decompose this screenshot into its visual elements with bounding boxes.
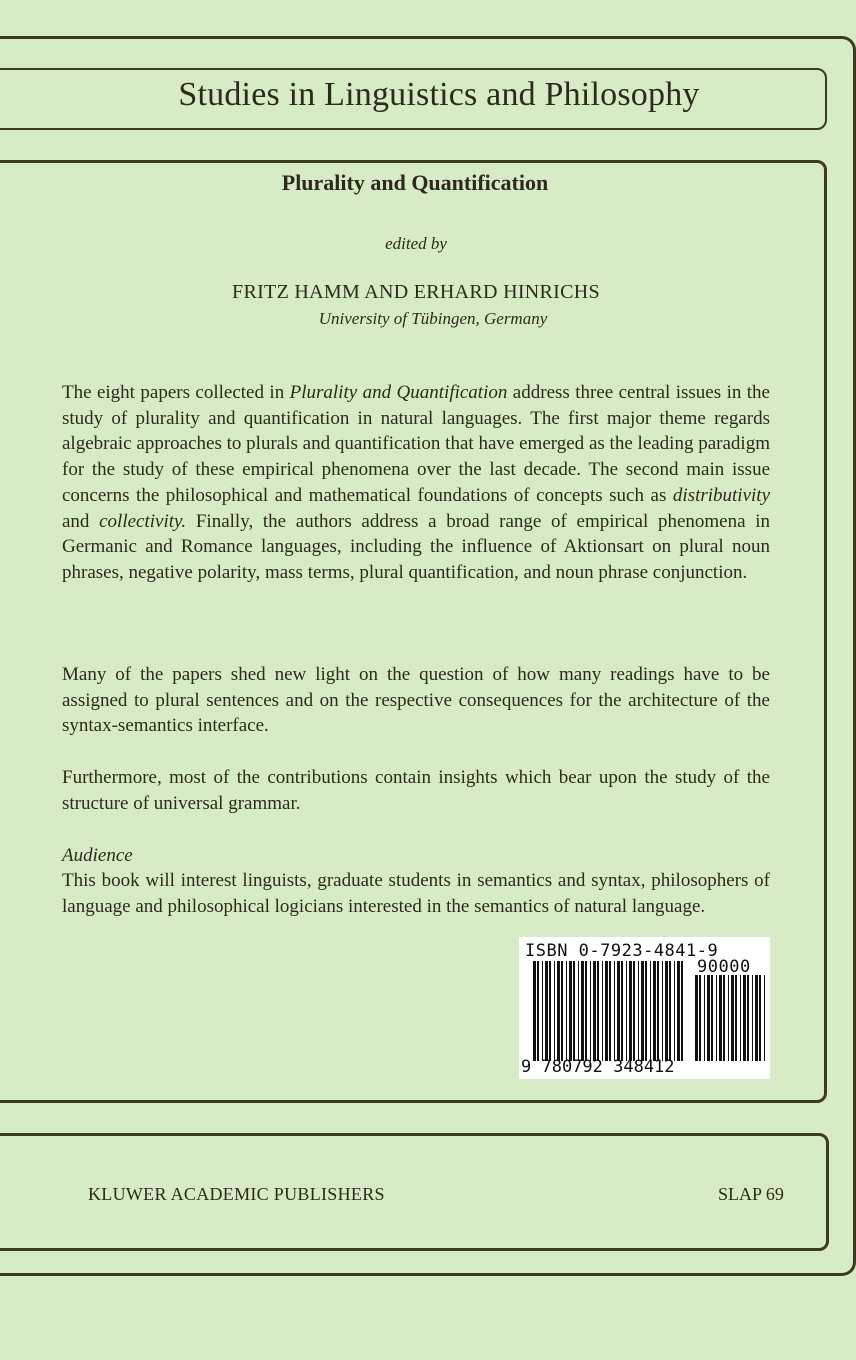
barcode-bar (755, 975, 758, 1061)
barcode-bar (566, 961, 567, 1061)
barcode-bar (677, 961, 680, 1061)
barcode-bar (605, 961, 608, 1061)
barcode-bar (557, 961, 560, 1061)
barcode-bar (657, 961, 659, 1061)
description-paragraph-2: Many of the papers shed new light on the question of how many readings have to be assigned to plural sentences and on the respective consequences for the architecture of the syntax-semantics interface. (62, 664, 770, 737)
barcode-bar (711, 975, 713, 1061)
barcode-bar (638, 961, 639, 1061)
barcode-bar (614, 961, 615, 1061)
barcode-bar (545, 961, 548, 1061)
barcode-bar (573, 961, 575, 1061)
p1-text-start: The eight papers collected in (62, 382, 290, 403)
barcode-bar (707, 975, 710, 1061)
ean-digits: 9 780792 348412 (521, 1057, 675, 1077)
barcode-bar (752, 975, 753, 1061)
p1-text-end: Finally, the authors address a broad range of empirical phenomena in Germanic and Romance languages, including the influence of Aktionsart on plural noun phrases, negative polarity, mass terms, plural quantification, and noun phrase conjunction. (62, 510, 770, 583)
p1-and: and (62, 510, 100, 532)
barcode-bar (581, 961, 584, 1061)
editors-names: FRITZ HAMM AND ERHARD HINRICHS (232, 281, 600, 303)
barcode-bar (537, 961, 539, 1061)
barcode-bar (759, 975, 761, 1061)
barcode-bar (602, 961, 603, 1061)
barcode-bar (590, 961, 591, 1061)
p1-collectivity-italic: collectivity. (99, 510, 187, 532)
editors-affiliation: University of Tübingen, Germany (318, 309, 548, 328)
barcode-bar (633, 961, 635, 1061)
barcode-bar (723, 975, 725, 1061)
barcode-bar (621, 961, 623, 1061)
price-addon-label: 90000 (697, 957, 751, 977)
barcode-bar (533, 961, 536, 1061)
barcode-bar (669, 961, 671, 1061)
barcode-bar (645, 961, 647, 1061)
barcode-bar (593, 961, 596, 1061)
barcode-bar (653, 961, 656, 1061)
audience-paragraph: This book will interest linguists, graduate students in semantics and syntax, philosophers of language and philosophical logicians interested in the semantics of natural language. (62, 870, 770, 917)
barcode-bar (699, 975, 701, 1061)
barcode-bar (578, 961, 579, 1061)
p1-book-title-italic: Plurality and Quantification (289, 382, 508, 403)
barcode-bar (731, 975, 734, 1061)
barcode-bar (662, 961, 663, 1061)
publisher-name: KLUWER ACADEMIC PUBLISHERS (88, 1184, 385, 1204)
barcode-bar (743, 975, 746, 1061)
barcode-bar (719, 975, 722, 1061)
isbn-barcode (519, 937, 770, 1079)
barcode-bar (665, 961, 668, 1061)
barcode-bar (617, 961, 620, 1061)
barcode-bar (747, 975, 749, 1061)
barcode-bar (585, 961, 587, 1061)
edited-by-label: edited by (385, 234, 447, 253)
barcode-bar (650, 961, 651, 1061)
barcode-bar (597, 961, 599, 1061)
isbn-label: ISBN 0-7923-4841-9 (525, 941, 719, 961)
book-title: Plurality and Quantification (281, 170, 549, 195)
barcode-bar (569, 961, 572, 1061)
barcode-bar (716, 975, 717, 1061)
barcode-bar (764, 975, 765, 1061)
barcode-bar (554, 961, 555, 1061)
description-paragraph-1 (62, 380, 770, 586)
p1-distributivity-italic: distributivity (672, 484, 770, 506)
barcode-bar (626, 961, 627, 1061)
description-paragraph-3: Furthermore, most of the contributions contain insights which bear upon the study of the structure of universal grammar. (62, 767, 770, 814)
barcode-bar (674, 961, 675, 1061)
barcode-bar (561, 961, 563, 1061)
p1-text-mid: address three central issues in the study of plurality and quantification in natural languages. The first major theme regards algebraic approaches to plurals and quantification that have emerged as the leading paradigm for the study of these empirical phenomena over the last decade. The second main issue concerns the philosophical and mathematical foundations of concepts such as (62, 382, 770, 506)
barcode-bar (609, 961, 611, 1061)
barcode-bar (641, 961, 644, 1061)
barcode-bar (740, 975, 741, 1061)
barcode-bar (542, 961, 543, 1061)
barcode-bar (681, 961, 683, 1061)
barcode-bar (704, 975, 705, 1061)
audience-heading: Audience (62, 845, 133, 866)
barcode-bar (735, 975, 737, 1061)
barcode-bar (549, 961, 551, 1061)
series-number: SLAP 69 (718, 1184, 784, 1204)
series-title: Studies in Linguistics and Philosophy (178, 76, 700, 113)
barcode-bar (728, 975, 729, 1061)
barcode-bar (629, 961, 632, 1061)
barcode-bar (695, 975, 698, 1061)
